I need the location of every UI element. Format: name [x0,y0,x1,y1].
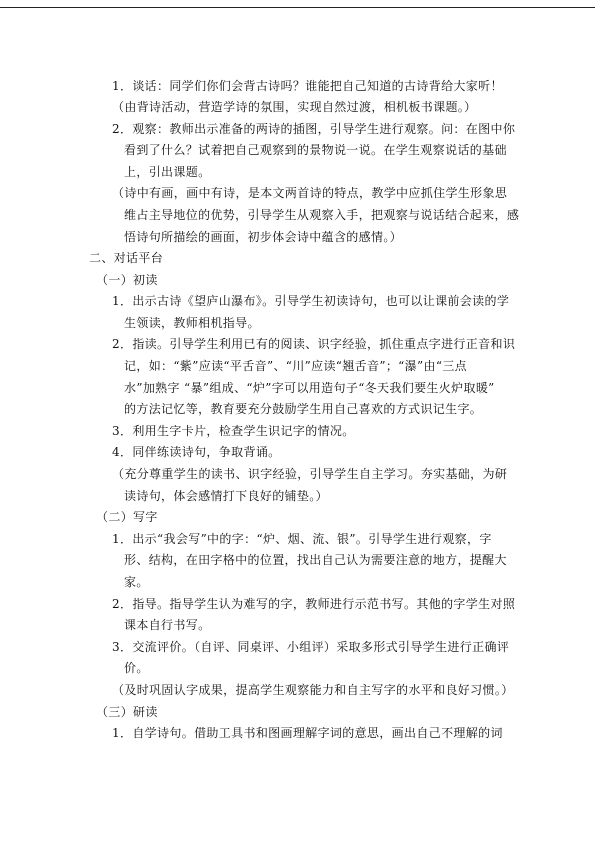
text-line: 1．谈话：同学们你们会背古诗吗？谁能把自己知道的古诗背给大家听！ [112,79,503,93]
section-heading: 二、对话平台 [89,251,164,265]
text-line: （及时巩固认字成果，提高学生观察能力和自主写字的水平和良好习惯。） [112,683,514,697]
text-line: 悟诗句所描绘的画面，初步体会诗中蕴含的感情。） [124,230,403,244]
text-line: 读诗句，体会感情打下良好的铺垫。） [124,489,328,503]
text-line: （充分尊重学生的读书、识字经验，引导学生自主学习。夯实基础，为研 [112,467,508,481]
text-line: 水”加熟字 “暴”组成、“炉”字可以用造句子“冬天我们要生火炉取暖” [124,381,495,395]
text-line: 1．出示古诗《望庐山瀑布》。引导学生初读诗句，也可以让课前会读的学 [112,294,510,308]
text-line: 1．出示“我会写”中的字：“炉、烟、流、银”。引导学生进行观察，字 [112,532,492,546]
text-line: 记，如：“紫”应读“平舌音”、“川”应读“翘舌音”；“瀑”由“三点 [124,359,468,373]
text-line: 看到了什么？试着把自己观察到的景物说一说。在学生观察说话的基础 [124,143,507,157]
text-line: 形、结构，在田字格中的位置，找出自己认为需要注意的地方，提醒大 [124,553,507,567]
text-line: （诗中有画，画中有诗，是本文两首诗的特点，教学中应抓住学生形象思 [112,186,508,200]
text-line: 上，引出课题。 [124,165,211,179]
text-line: 3．利用生字卡片，检查学生识记字的情况。 [112,424,355,438]
text-line: 2．指读。引导学生利用已有的阅读、识字经验，抓住重点字进行正音和识 [112,337,516,351]
text-line: 3．交流评价。（自评、同桌评、小组评）采取多形式引导学生进行正确评 [112,640,510,654]
subsection-heading: （三）研读 [96,705,158,719]
text-line: 课本自行书写。 [124,618,211,632]
text-line: 价。 [124,661,149,675]
text-line: 2．指导。指导学生认为难写的字，教师进行示范书写。其他的字学生对照 [112,597,516,611]
subsection-heading: （一）初读 [96,273,158,287]
text-line: 生领读，教师相机指导。 [124,316,260,330]
text-line: （由背诗活动，营造学诗的氛围，实现自然过渡，相机板书课题。） [112,100,477,114]
subsection-heading: （二）写字 [96,510,158,524]
text-line: 维占主导地位的优势，引导学生从观察入手，把观察与说话结合起来，感 [124,208,520,222]
text-line: 4．同伴练读诗句，争取背诵。 [112,445,281,459]
text-line: 1．自学诗句。借助工具书和图画理解字词的意思，画出自己不理解的词 [112,726,503,740]
text-line: 家。 [124,575,149,589]
text-line: 2．观察：教师出示准备的两诗的插图，引导学生进行观察。问：在图中你 [112,122,516,136]
text-line: 的方法记忆等，教育要充分鼓励学生用自己喜欢的方式识记生字。 [124,402,483,416]
